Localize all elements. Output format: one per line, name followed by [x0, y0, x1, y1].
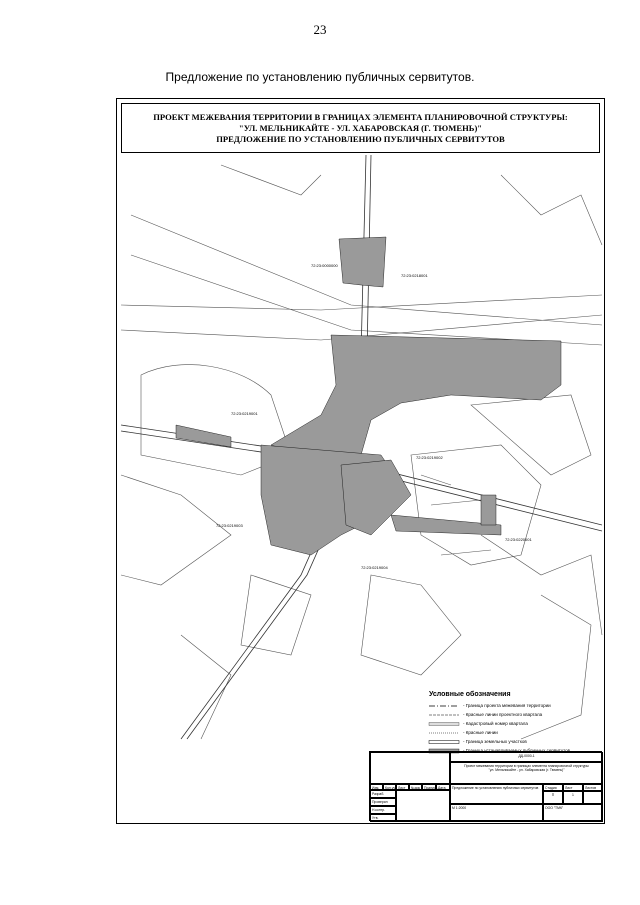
map-label-2: 72:23:0218001 [401, 273, 428, 278]
stamp-sheet-title: Предложение по установлению публичных сервитутов [450, 784, 543, 804]
stamp-col-sheets: Листов [583, 784, 603, 791]
stamp-role: Проверил [370, 798, 396, 806]
map-label-3: 72:23:0219001 [231, 411, 258, 416]
legend-item [429, 710, 599, 719]
servitude-areas [176, 237, 561, 555]
stamp-row-header: Кол.уч [385, 786, 396, 790]
page-caption: Предложение по установлению публичных сервитутов. [165, 70, 475, 84]
legend-item-label: - Граница проекта межевания территории [463, 703, 551, 708]
sheet-title-line2: "УЛ. МЕЛЬНИКАЙТЕ - УЛ. ХАБАРОВСКАЯ (Г. ТЮМЕНЬ)" [238, 122, 483, 133]
stamp-org: ООО "ТМК" [543, 804, 603, 822]
stamp-row-header: №док [411, 786, 420, 790]
stamp-row-header: Изм. [370, 784, 383, 790]
stamp-project [450, 762, 603, 784]
stamp-role: Н.контр. [370, 806, 396, 814]
stamp-col-sheet: Лист [563, 784, 583, 791]
map-label-5: 72:23:0219003 [216, 523, 243, 528]
legend-item-label: - Граница устанавливаемых публичных сервитутов [463, 748, 571, 753]
stamp-row-header: Дата [436, 784, 450, 790]
cadastral-map [121, 155, 600, 739]
stamp-role: Разраб. [370, 790, 396, 798]
stamp-scale: М 1:2000 [450, 804, 543, 822]
legend-item-label: - Граница земельных участков [463, 739, 527, 744]
map-label-1: 72:23:0000000 [311, 263, 338, 268]
sheet-title-box [121, 103, 600, 153]
map-label-4: 72:23:0219002 [416, 455, 443, 460]
legend-item-label: - Красные линии [463, 730, 498, 735]
stamp-revisions-area [370, 752, 450, 784]
legend-item [429, 737, 599, 746]
sheet-title-line3: ПРЕДЛОЖЕНИЕ ПО УСТАНОВЛЕНИЮ ПУБЛИЧНЫХ СЕРВИТУТОВ [216, 133, 505, 144]
map-drawing [121, 155, 602, 739]
title-block-stamp [369, 751, 602, 821]
legend-item-label: - Кадастровый номер квартала [463, 721, 528, 726]
stamp-signatures-area [396, 790, 450, 822]
stamp-row-header: Подпись [424, 786, 438, 790]
map-label-6: 72:23:0219004 [361, 565, 388, 570]
map-label-7: 72:23:0220001 [505, 537, 532, 542]
stamp-row-header: Лист [396, 784, 409, 790]
drawing-sheet [116, 98, 605, 824]
stamp-role: Утв. [370, 814, 396, 822]
legend-title: Условные обозначения [429, 691, 511, 698]
legend-item [429, 728, 599, 737]
map-legend [429, 691, 599, 755]
stamp-sheets-empty [583, 791, 603, 804]
stamp-project-title: Проект межевания территории в границах элемента планировочной структуры [464, 764, 589, 768]
stamp-code: ДД-0000-1 [450, 752, 603, 762]
stamp-object: "ул. Мельникайте - ул. Хабаровская (г. Тюмень)" [488, 768, 565, 772]
legend-item-label: - Красные линии проектного квартала [463, 712, 543, 717]
page-number: 23 [313, 22, 327, 37]
sheet-title-line1: ПРОЕКТ МЕЖЕВАНИЯ ТЕРРИТОРИИ В ГРАНИЦАХ ЭЛЕМЕНТА ПЛАНИРОВОЧНОЙ СТРУКТУРЫ: [153, 111, 568, 122]
stamp-col-stage: Стадия [543, 784, 563, 791]
legend-item [429, 701, 599, 710]
stamp-stage: П [543, 791, 563, 804]
legend-item [429, 719, 599, 728]
stamp-sheet-no: 1 [563, 791, 583, 804]
